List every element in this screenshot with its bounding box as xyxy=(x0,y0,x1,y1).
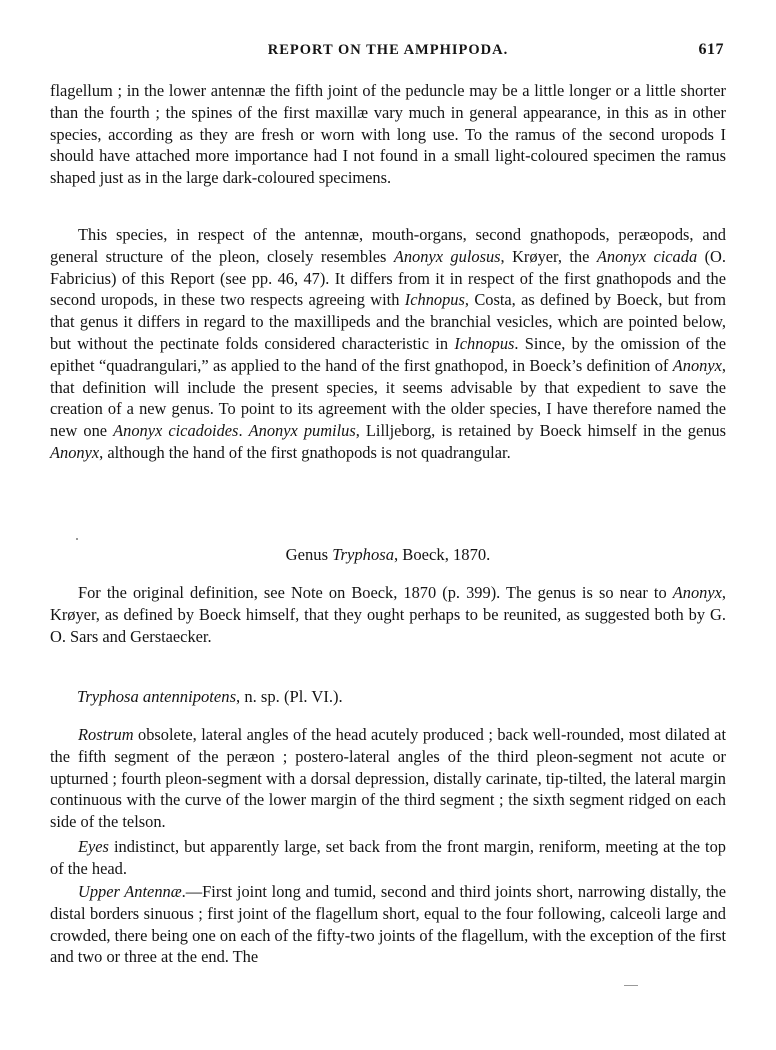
species-heading xyxy=(77,686,343,708)
text-run: .—First joint long and tumid, second and third joints short, narrowing distally, the distal borders sinuous ; first joint of the flagellum short, equal to the four following, calceoli large and crowded, there being one on each of the fifty-two joints of the flagellum, with the exception of the first and two or three at the end. The xyxy=(50,882,726,967)
text-run: , that definition will include the present species, it seems advisable by that expedient to save the creation of a new genus. To point to its agreement with the older species, I have therefore named the new one xyxy=(50,355,726,441)
paragraph-rostrum xyxy=(50,724,726,833)
page-number: 617 xyxy=(698,41,724,58)
taxon-name: Anonyx xyxy=(672,355,722,375)
taxon-name: Anonyx xyxy=(50,442,100,462)
taxon-name: Anonyx cicadoides xyxy=(113,421,239,441)
text-run: This species, in respect of the antennæ, mouth-organs, second gnathopods, peræopods, and general structure of the pleon, closely resembles xyxy=(50,225,726,266)
genus-name: Tryphosa xyxy=(332,545,394,564)
paragraph-flagellum: flagellum ; in the lower antennæ the fifth joint of the peduncle may be a little longer or a little shorter than the fourth ; the spines of the first maxillæ vary much in general appearance, in this as in other species, according as they are fresh or worn with long use. To the ramus of the second uropods I should have attached more importance had I not found in a small light-coloured specimen the ramus shaped just as in the large dark-coloured specimens. xyxy=(50,81,726,188)
heading-suffix: , Boeck, 1870. xyxy=(394,545,491,564)
paragraph-anonyx-comparison xyxy=(50,224,726,464)
text-run: , Krøyer, the xyxy=(500,246,597,266)
text-run: (O. Fabricius) of this Report (see pp. 46, 47). It differs from it in respect of the first gnathopods and the second uropods, in these two respects agreeing with xyxy=(50,246,726,310)
species-name: Tryphosa antennipotens xyxy=(77,687,237,706)
taxon-name: Anonyx cicada xyxy=(596,246,698,266)
text-run: obsolete, lateral angles of the head acutely produced ; back well-rounded, most dilated at the fifth segment of the peræon ; postero-lateral angles of the third pleon-segment not acute or upturned ; fourth pleon-segment with a dorsal depression, distally carinate, tip-tilted, the lateral margin continuous with the curve of the lower margin of the third segment ; the sixth segment ridged on each side of the telson. xyxy=(50,725,726,832)
taxon-name: Ichnopus xyxy=(454,333,515,353)
section-lead: Eyes xyxy=(78,837,109,856)
paragraph-eyes xyxy=(50,836,726,880)
paragraph-genus-definition xyxy=(50,582,726,647)
section-lead: Upper Antennæ xyxy=(78,882,182,901)
genus-heading xyxy=(0,544,776,566)
text-run: For the original definition, see Note on Boeck, 1870 (p. 399). The genus is so near to xyxy=(78,583,673,602)
paragraph-upper-antennae xyxy=(50,881,726,968)
running-head xyxy=(52,42,724,66)
text-run: indistinct, but apparently large, set back from the front margin, reniform, meeting at the top of the head. xyxy=(50,837,726,878)
species-suffix: , n. sp. (Pl. VI.). xyxy=(236,687,343,706)
taxon-name: Anonyx gulosus xyxy=(393,246,501,266)
text-run: , Lilljeborg, is retained by Boeck himself in the genus xyxy=(355,421,726,441)
section-lead: Rostrum xyxy=(78,725,134,744)
text-run: , Krøyer, as defined by Boeck himself, that they ought perhaps to be reunited, as suggested both by G. O. Sars and Gerstaecker. xyxy=(50,583,726,646)
taxon-name: Anonyx xyxy=(672,583,722,602)
text-run: , Costa, as defined by Boeck, but from that genus it differs in regard to the maxillipeds and the branchial vesicles, which are pointed below, but without the pectinate folds considered characteristic in xyxy=(50,290,726,353)
running-title: REPORT ON THE AMPHIPODA. xyxy=(267,42,509,58)
taxon-name: Ichnopus xyxy=(404,290,465,310)
text-run: . xyxy=(238,421,249,441)
print-mark xyxy=(624,985,638,986)
text-run: . Since, by the omission of the epithet “quadrangulari,” as applied to the hand of the first gnathopod, in Boeck’s definition of xyxy=(50,333,726,375)
taxon-name: Anonyx pumilus xyxy=(248,421,356,441)
text-run: , although the hand of the first gnathopods is not quadrangular. xyxy=(99,442,511,462)
print-speck xyxy=(76,538,78,540)
heading-prefix: Genus xyxy=(285,545,333,564)
